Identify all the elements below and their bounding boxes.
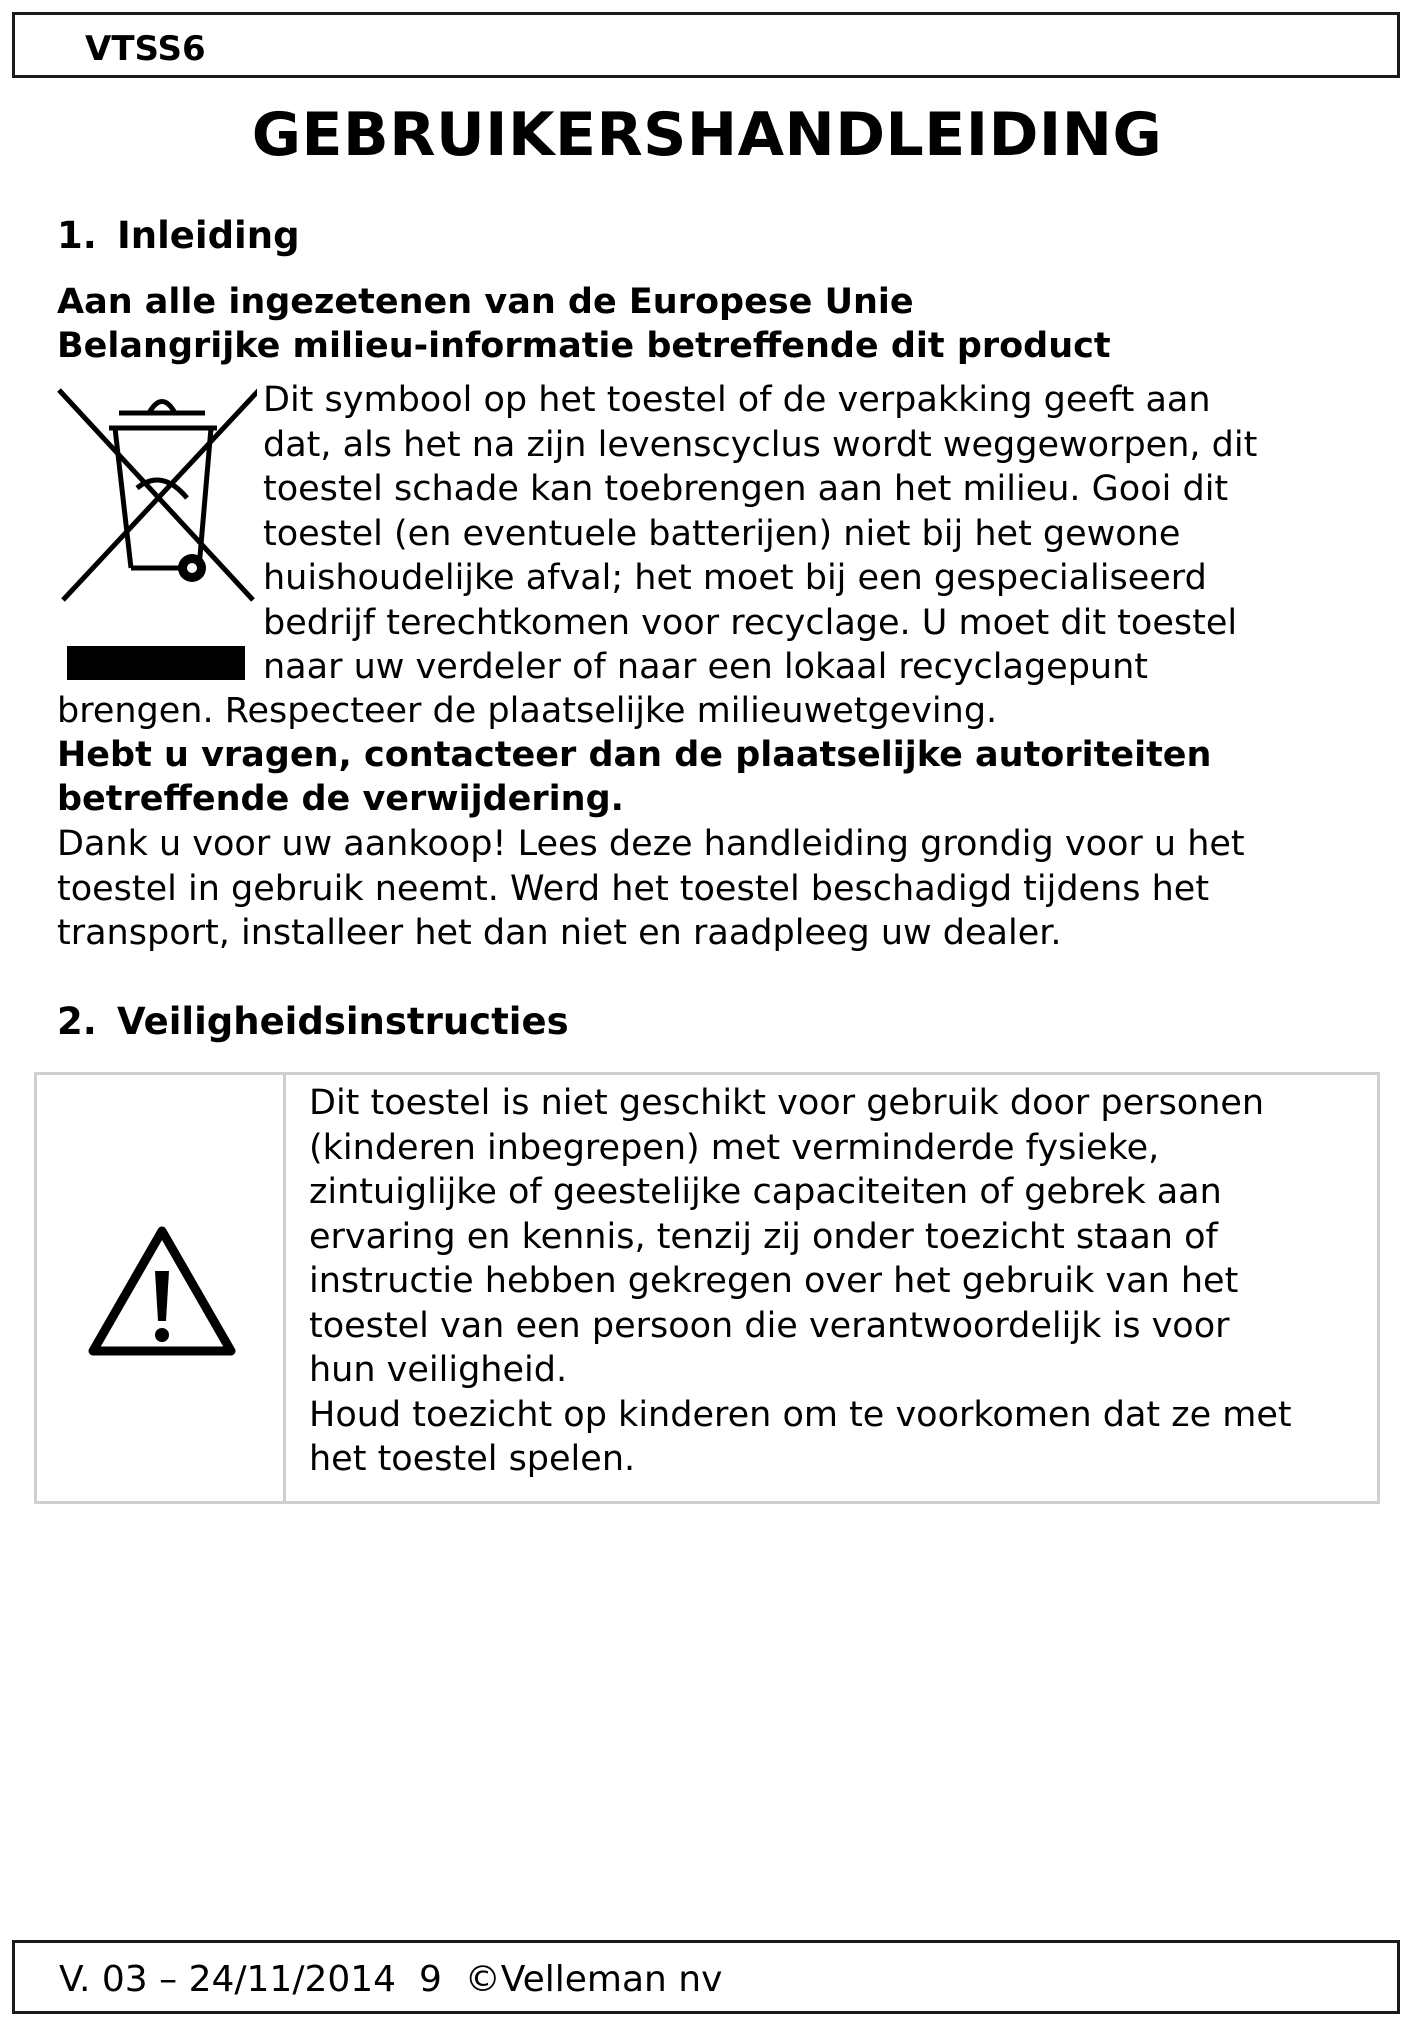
thanks-line: Dank u voor uw aankoop! Lees deze handleiding grondig voor u het xyxy=(57,824,1245,864)
warning-triangle-icon xyxy=(87,1223,237,1359)
safety-text xyxy=(309,1081,1369,1482)
footer-version: V. 03 – 24/11/2014 xyxy=(59,1959,397,2000)
thanks-paragraph xyxy=(57,822,1245,956)
thanks-line: transport, installeer het dan niet en raadpleeg uw dealer. xyxy=(57,913,1062,953)
safety-line: Dit toestel is niet geschikt voor gebruik door personen xyxy=(309,1083,1265,1123)
section-1-title: Inleiding xyxy=(117,214,300,257)
safety-line: het toestel spelen. xyxy=(309,1439,636,1479)
safety-instructions-table xyxy=(34,1072,1380,1504)
environment-info-heading: Belangrijke milieu-informatie betreffende dit product xyxy=(57,326,1111,366)
weee-line: dat, als het na zijn levenscyclus wordt weggeworpen, dit xyxy=(263,424,1258,465)
weee-line: toestel schade kan toebrengen aan het milieu. Gooi dit xyxy=(263,469,1229,509)
weee-line: bedrijf terechtkomen voor recyclage. U moet dit toestel xyxy=(263,602,1238,643)
footer-copyright: ©Velleman nv xyxy=(464,1959,723,2000)
weee-line: huishoudelijke afval; het moet bij een gespecialiseerd xyxy=(263,558,1207,598)
safety-line: toestel van een persoon die verantwoordelijk is voor xyxy=(309,1305,1230,1346)
weee-line: toestel (en eventuele batterijen) niet bij het gewone xyxy=(263,513,1181,554)
section-1-heading xyxy=(57,214,300,257)
model-number: VTSS6 xyxy=(85,29,206,69)
safety-line: Houd toezicht op kinderen om te voorkomen dat ze met xyxy=(309,1394,1292,1435)
safety-line: zintuiglijke of geestelijke capaciteiten of gebrek aan xyxy=(309,1172,1222,1212)
footer-text xyxy=(59,1959,722,2000)
thanks-line: toestel in gebruik neemt. Werd het toestel beschadigd tijdens het xyxy=(57,868,1210,909)
safety-line: hun veiligheid. xyxy=(309,1350,568,1390)
weee-text xyxy=(263,378,1363,690)
footer-box xyxy=(12,1940,1400,2014)
safety-line: ervaring en kennis, tenzij zij onder toezicht staan of xyxy=(309,1216,1218,1257)
questions-line-2: betreffende de verwijdering. xyxy=(57,779,624,819)
footer-page-number: 9 xyxy=(418,1959,442,2000)
header-box xyxy=(12,12,1400,78)
section-2-number: 2. xyxy=(57,1000,97,1043)
weee-line: Dit symbool op het toestel of de verpakking geeft aan xyxy=(263,380,1211,420)
safety-line: instructie hebben gekregen over het gebruik van het xyxy=(309,1261,1239,1301)
weee-line: naar uw verdeler of naar een lokaal recyclagepunt xyxy=(263,647,1149,687)
questions-line-1: Hebt u vragen, contacteer dan de plaatselijke autoriteiten xyxy=(57,735,1212,775)
weee-last-line: brengen. Respecteer de plaatselijke milieuwetgeving. xyxy=(57,691,998,731)
section-2-title: Veiligheidsinstructies xyxy=(117,1000,569,1043)
table-divider xyxy=(283,1075,286,1501)
crossed-out-wheelie-bin-icon xyxy=(57,378,257,688)
safety-line: (kinderen inbegrepen) met verminderde fysieke, xyxy=(309,1127,1160,1168)
section-2-heading xyxy=(57,1000,569,1043)
document-title: GEBRUIKERSHANDLEIDING xyxy=(251,100,1163,170)
section-1-number: 1. xyxy=(57,214,97,257)
eu-residents-heading: Aan alle ingezetenen van de Europese Unie xyxy=(57,282,914,322)
